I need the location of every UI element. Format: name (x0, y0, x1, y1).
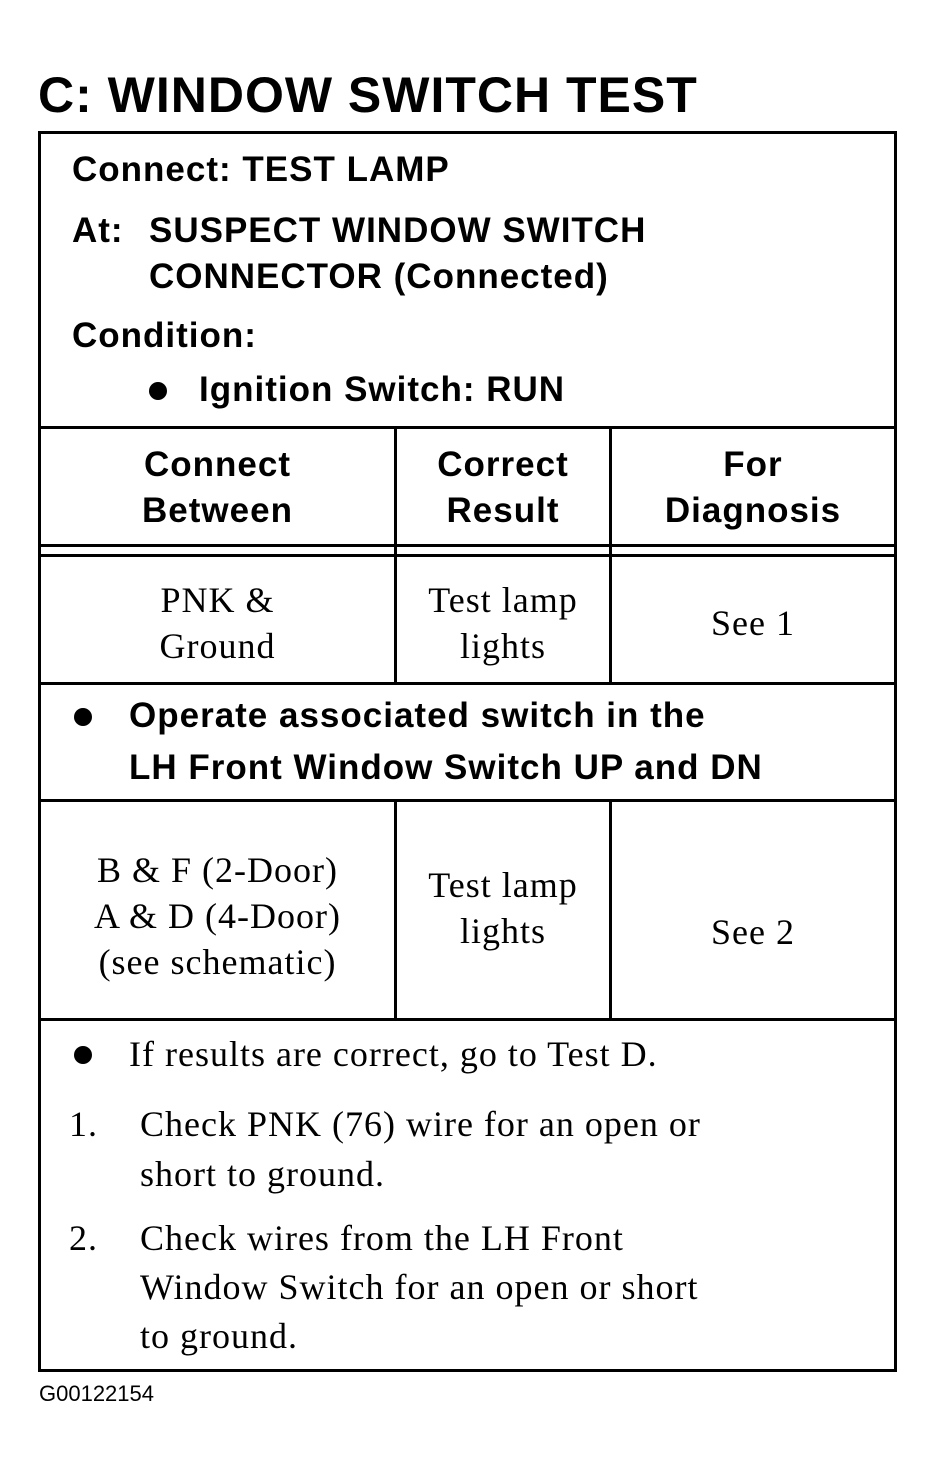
row1-connect: PNK & Ground (159, 580, 276, 666)
operate-line1: Operate associated switch in the (129, 696, 706, 735)
note-number: 2. (69, 1218, 98, 1258)
note-2-line1: Check wires from the LH Front (140, 1218, 624, 1258)
at-value-line1: SUSPECT WINDOW SWITCH (149, 211, 647, 250)
row2-diagnosis: See 2 (711, 912, 795, 952)
divider (41, 1018, 894, 1021)
divider (41, 426, 894, 429)
note-1-line2: short to ground. (140, 1154, 385, 1194)
operate-line2: LH Front Window Switch UP and DN (129, 748, 763, 787)
header-connect-between: Connect Between (142, 445, 293, 530)
row1-result: Test lamp lights (428, 580, 578, 666)
row1-diagnosis: See 1 (711, 603, 795, 643)
page-title: C: WINDOW SWITCH TEST (38, 67, 698, 123)
divider (41, 554, 894, 557)
connect-line (72, 147, 450, 192)
divider (41, 682, 894, 685)
header-correct-result: Correct Result (437, 445, 569, 530)
bullet-icon (149, 382, 167, 400)
note-number: 1. (69, 1104, 98, 1144)
at-value-line2: CONNECTOR (Connected) (149, 257, 609, 296)
connect-label: Connect: (72, 150, 232, 189)
row2-connect: B & F (2-Door) A & D (4-Door) (see schematic) (94, 850, 341, 982)
bullet-icon (74, 1046, 92, 1064)
test-card (38, 131, 897, 1372)
note-2-line3: to ground. (140, 1316, 298, 1356)
note-2-line2: Window Switch for an open or short (140, 1267, 699, 1307)
row2-result: Test lamp lights (428, 865, 578, 951)
divider (41, 544, 894, 547)
figure-id: G00122154 (39, 1381, 154, 1406)
bullet-icon (74, 708, 92, 726)
condition-label: Condition: (72, 316, 257, 355)
note-1-line1: Check PNK (76) wire for an open or (140, 1104, 701, 1144)
header-for-diagnosis: For Diagnosis (664, 445, 842, 530)
connect-value: TEST LAMP (242, 150, 450, 189)
notes-bullet: If results are correct, go to Test D. (129, 1034, 658, 1074)
divider (41, 799, 894, 802)
at-label: At: (72, 211, 124, 250)
condition-item: Ignition Switch: RUN (199, 370, 566, 409)
